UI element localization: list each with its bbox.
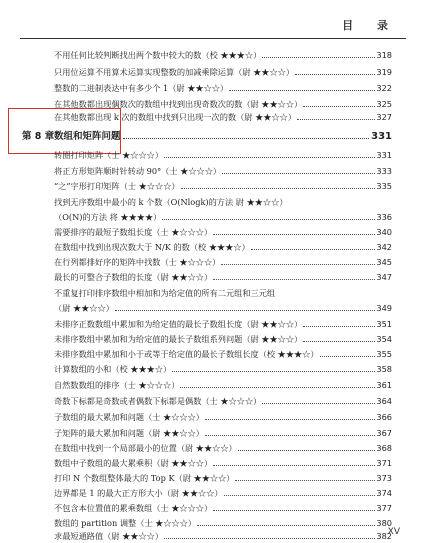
toc-entry-page: 333 [376,166,392,176]
toc-entry-page: 336 [376,212,392,222]
toc-entry-page: 342 [376,242,392,252]
leader-dots [115,310,375,311]
toc-entry-title: 在其他数都出现 k 次的数组中找到只出现一次的数（尉 ★★☆☆） [54,112,297,122]
toc-entry-title: 找到无序数组中最小的 k 个数（O(Nlogk)的方法 尉 ★★☆☆） [54,197,288,207]
leader-dots [213,279,375,280]
leader-dots [320,356,376,357]
toc-entry-title: 不用任何比较判断找出两个数中较大的数（校 ★★★☆） [54,50,262,60]
toc-entry-page: 368 [376,443,392,453]
toc-entry-title: 在其他数都出现偶数次的数组中找到出现奇数次的数（尉 ★★☆☆） [54,99,303,109]
toc-entry[interactable] [54,427,392,439]
leader-dots [238,450,376,451]
toc-entry-page: 351 [376,319,392,329]
toc-entry[interactable] [54,517,392,529]
leader-dots [303,341,375,342]
leader-dots [213,510,375,511]
toc-entry[interactable] [54,379,392,391]
leader-dots [205,419,375,420]
toc-entry-title: 不包含本位置值的累乘数组（士 ★☆☆☆） [54,503,213,513]
leader-dots [181,188,376,189]
toc-entry[interactable] [54,411,392,423]
toc-entry-title: （尉 ★★☆☆） [54,303,114,313]
toc-entry-page: 374 [376,488,392,498]
toc-entry-page: 327 [376,112,392,122]
toc-entry[interactable] [54,180,392,192]
leader-dots [303,106,375,107]
toc-entry[interactable] [54,226,392,238]
leader-dots [295,74,375,75]
leader-dots [262,403,375,404]
toc-entry-page: 331 [376,150,392,160]
toc-entry-page: 347 [376,272,392,282]
header-rule [20,38,406,39]
chapter-number: 第 8 章 [22,131,55,142]
toc-entry[interactable] [54,318,392,330]
toc-entry-page: 366 [376,412,392,422]
toc-entry-page: 361 [376,380,392,390]
toc-entry[interactable] [54,196,392,208]
toc-entry-title: 在数组中找到出现次数大于 N/K 的数（校 ★★★☆） [54,242,250,252]
leader-dots [213,234,375,235]
toc-entry-title: “之”字形打印矩阵（士 ★☆☆☆） [54,181,180,191]
toc-entry[interactable] [54,302,392,314]
toc-entry[interactable] [54,457,392,469]
toc-entry-title: 转圈打印矩阵（士 ★☆☆☆） [54,150,164,160]
toc-entry[interactable] [54,66,392,78]
toc-entry-page: 349 [376,303,392,313]
toc-entry[interactable] [54,165,392,177]
toc-entry-title: （O(N)的方法 将 ★★★★） [54,212,162,222]
toc-entry-title: 将正方形矩阵顺时针转动 90°（士 ★☆☆☆） [54,166,222,176]
toc-entry-page: 371 [376,458,392,468]
toc-entry-title: 奇数下标都是奇数或者偶数下标都是偶数（士 ★☆☆☆） [54,396,262,406]
toc-entry-page: 373 [376,473,392,483]
leader-dots [297,119,375,120]
toc-entry-title: 打印 N 个数组整体最大的 Top K（尉 ★★☆☆） [54,473,235,483]
toc-entry-title: 不重复打印排序数组中相加和为给定值的所有二元组和三元组 [54,288,276,298]
toc-entry-title: 子数组的最大累加和问题（士 ★☆☆☆） [54,412,204,422]
page-number: XV [387,527,400,537]
toc-entry[interactable] [54,241,392,253]
toc-entry[interactable] [54,363,392,375]
leader-dots [197,525,375,526]
toc-entry-title: 边界都是 1 的最大正方形大小（尉 ★★☆☆） [54,488,223,498]
toc-entry[interactable] [54,487,392,499]
leader-dots [229,90,375,91]
toc-entry-page: 318 [376,50,392,60]
leader-dots [224,495,376,496]
toc-entry-title: 整数的二进制表达中有多少个 1（尉 ★★☆☆） [54,83,229,93]
toc-entry-page: 377 [376,503,392,513]
toc-entry[interactable] [54,287,392,299]
toc-entry-page: 355 [376,349,392,359]
leader-dots [164,157,375,158]
leader-dots [172,371,375,372]
toc-entry[interactable] [54,442,392,454]
toc-entry-title: 计算数组的小和（校 ★★★☆） [54,364,172,374]
toc-entry[interactable] [54,256,392,268]
toc-entry-page: 382 [376,531,392,541]
toc-entry[interactable] [54,502,392,514]
chapter-title: 数组和矩阵问题 [54,131,121,142]
toc-entry-title: 数组中子数组的最大累乘积（尉 ★★☆☆） [54,458,213,468]
toc-entry[interactable] [54,49,392,61]
chapter-page: 331 [371,131,392,142]
toc-entry-title: 未排序正数数组中累加和为给定值的最长子数组长度（尉 ★★☆☆） [54,319,303,329]
toc-entry[interactable] [54,271,392,283]
highlight-box [8,108,121,154]
toc-entry-title: 数组的 partition 调整（士 ★☆☆☆） [54,518,197,528]
toc-entry-page: 364 [376,396,392,406]
leader-dots [262,57,375,58]
toc-entry-title: 求最短通路值（尉 ★★☆☆） [54,531,164,541]
leader-dots [123,138,370,139]
toc-entry-title: 只用位运算不用算术运算实现整数的加减乘除运算（尉 ★★☆☆） [54,67,295,77]
leader-dots [251,249,376,250]
leader-dots [213,465,375,466]
leader-dots [162,219,375,220]
toc-entry-title: 最长的可整合子数组的长度（尉 ★★☆☆） [54,272,213,282]
toc-entry-title: 自然数数组的排序（士 ★☆☆☆） [54,380,180,390]
leader-dots [221,264,375,265]
leader-dots [222,173,375,174]
toc-entry-page: 319 [376,67,392,77]
toc-entry-page: 354 [376,334,392,344]
toc-entry-page: 358 [376,364,392,374]
toc-entry[interactable] [54,472,392,484]
toc-entry-page: 322 [376,83,392,93]
leader-dots [303,326,375,327]
leader-dots [164,538,375,539]
toc-entry-title: 子矩阵的最大累加和问题（尉 ★★☆☆） [54,428,204,438]
toc-entry[interactable] [54,333,392,345]
toc-entry[interactable] [54,82,392,94]
toc-entry-page: 325 [376,99,392,109]
toc-entry-title: 需要排序的最短子数组长度（士 ★☆☆☆） [54,227,213,237]
toc-entry-title: 未排序数组中累加和为给定值的最长子数组系列问题（尉 ★★☆☆） [54,334,303,344]
toc-entry[interactable] [54,348,392,360]
toc-entry-title: 在数组中找到一个局部最小的位置（尉 ★★☆☆） [54,443,237,453]
toc-entry[interactable] [54,211,392,223]
header-title: 目 录 [342,19,398,32]
leader-dots [205,435,375,436]
toc-entry-title: 未排序数组中累加和小于或等于给定值的最长子数组长度（校 ★★★☆） [54,349,319,359]
toc-entry-title: 在行列都排好序的矩阵中找数（士 ★☆☆☆） [54,257,221,267]
toc-entry[interactable] [54,149,392,161]
toc-entry-page: 340 [376,227,392,237]
toc-entry[interactable] [54,530,392,542]
leader-dots [180,387,375,388]
toc-entry-page: 345 [376,257,392,267]
toc-entry[interactable] [54,395,392,407]
toc-entry-page: 335 [376,181,392,191]
leader-dots [235,480,375,481]
toc-entry-page: 380 [376,518,392,528]
toc-entry-page: 367 [376,428,392,438]
